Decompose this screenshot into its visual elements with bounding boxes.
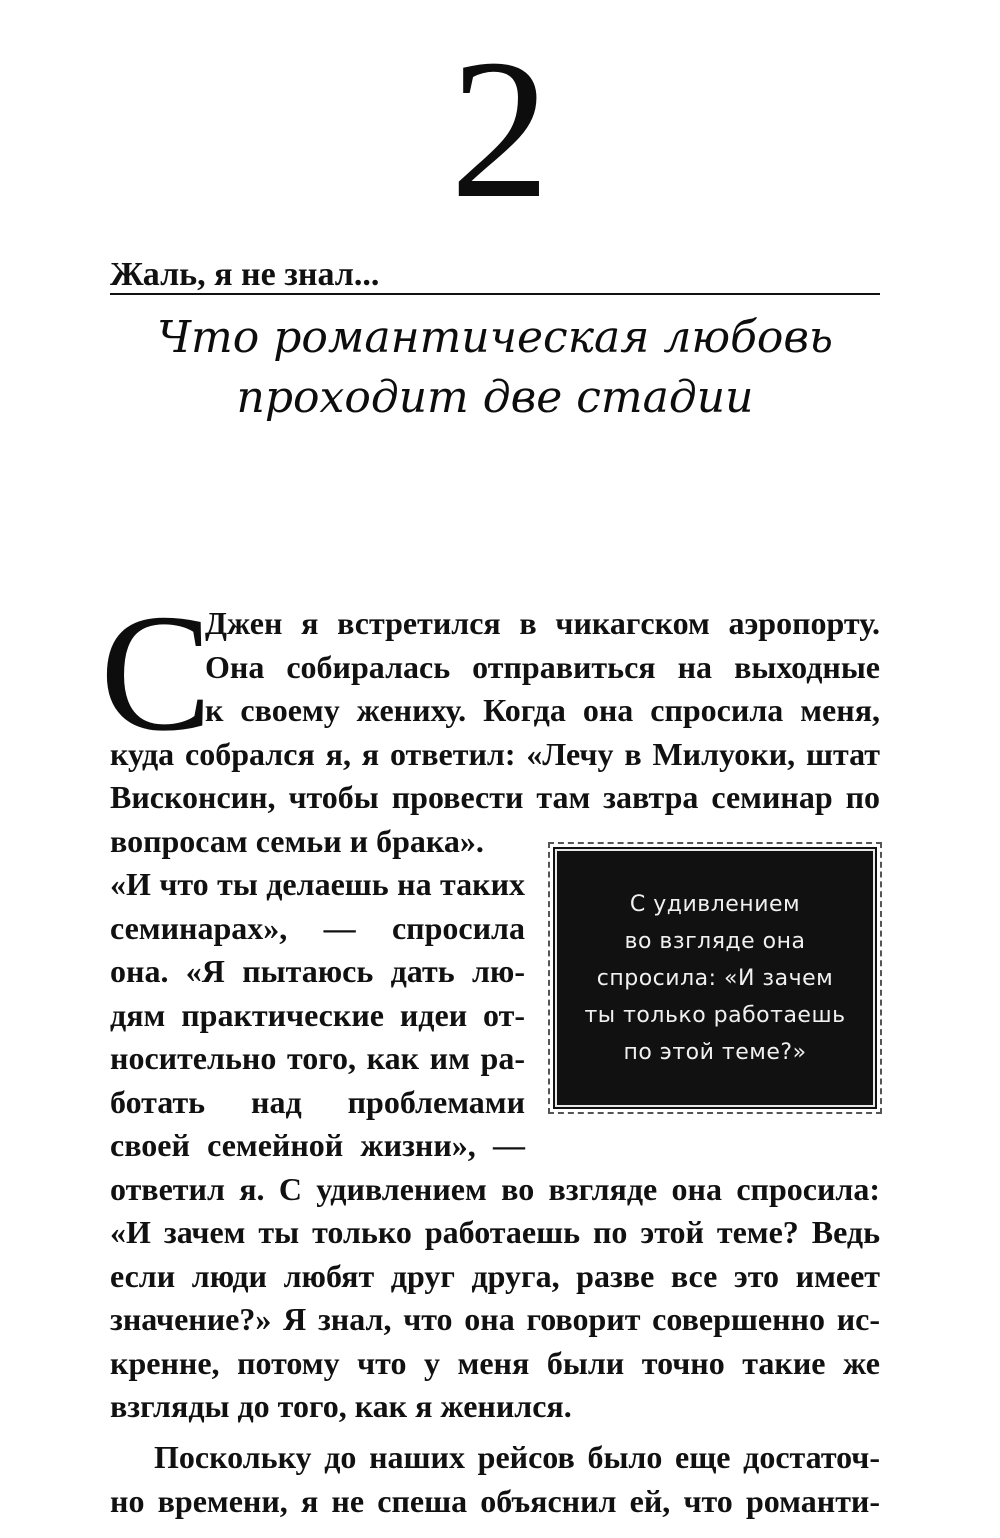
text-line: носительно того, как им ра- — [110, 1040, 525, 1076]
drop-cap-paragraph — [205, 602, 880, 733]
pull-quote-panel — [555, 849, 875, 1107]
text-line: значение?» Я знал, что она говорит совершенно ис- — [110, 1301, 880, 1337]
text-line: куда собрался я, я ответил: «Лечу в Милуоки, штат — [110, 735, 880, 772]
text-line: но времени, я не спеша объяснил ей, что романти- — [110, 1482, 880, 1519]
pull-quote-line: по этой теме?» — [623, 1039, 807, 1065]
text-line: ответил я. С удивлением во взгляде она спросила: — [110, 1170, 880, 1207]
chapter-title — [110, 308, 880, 428]
pull-quote-line: С удивлением — [629, 891, 801, 917]
pull-quote-line: во взгляде она — [624, 928, 806, 954]
text-line: Поскольку до наших рейсов было еще достаточ- — [154, 1439, 880, 1475]
paragraph-2 — [110, 1436, 880, 1523]
text-line: Она собиралась отправиться на выходные — [205, 648, 880, 685]
narrow-column — [110, 820, 525, 1168]
text-line: вопросам семьи и брака». — [110, 822, 484, 859]
text-line: дям практические идеи от- — [110, 996, 525, 1033]
pull-quote-text — [584, 886, 845, 1071]
drop-cap: С — [100, 580, 213, 766]
text-line: своей семейной жизни», — — [110, 1127, 525, 1163]
chapter-title-line: Что романтическая любовь — [157, 312, 833, 363]
pull-quote-line: спросила: «И зачем — [596, 965, 834, 991]
text-line: «И зачем ты только работаешь по этой теме? Ведь — [110, 1214, 880, 1250]
text-line: Джен я встретился в чикагском аэропорту. — [205, 605, 880, 641]
text-line: она. «Я пытаюсь дать лю- — [110, 953, 525, 989]
title-divider — [110, 293, 880, 295]
paragraph-1-continued — [110, 733, 880, 820]
text-line: к своему жениху. Когда она спросила меня, — [205, 692, 880, 728]
series-title: Жаль, я не знал... — [110, 256, 380, 293]
chapter-number: 2 — [450, 19, 550, 240]
paragraph-1-end — [110, 1168, 880, 1429]
text-line: Висконсин, чтобы провести там завтра семинар по — [110, 779, 880, 815]
text-line: семинарах», — спросила — [110, 909, 525, 946]
pull-quote — [548, 842, 882, 1114]
text-line: «И что ты делаешь на таких — [110, 866, 525, 902]
text-line: кренне, потому что у меня были точно такие же — [110, 1344, 880, 1381]
text-line: взгляды до того, как я женился. — [110, 1388, 572, 1424]
pull-quote-line: ты только работаешь — [584, 1002, 846, 1028]
text-line: ботать над проблемами — [110, 1083, 525, 1120]
chapter-title-line: проходит две стадии — [236, 372, 754, 423]
text-line: если люди любят друг друга, разве все это имеет — [110, 1257, 880, 1294]
